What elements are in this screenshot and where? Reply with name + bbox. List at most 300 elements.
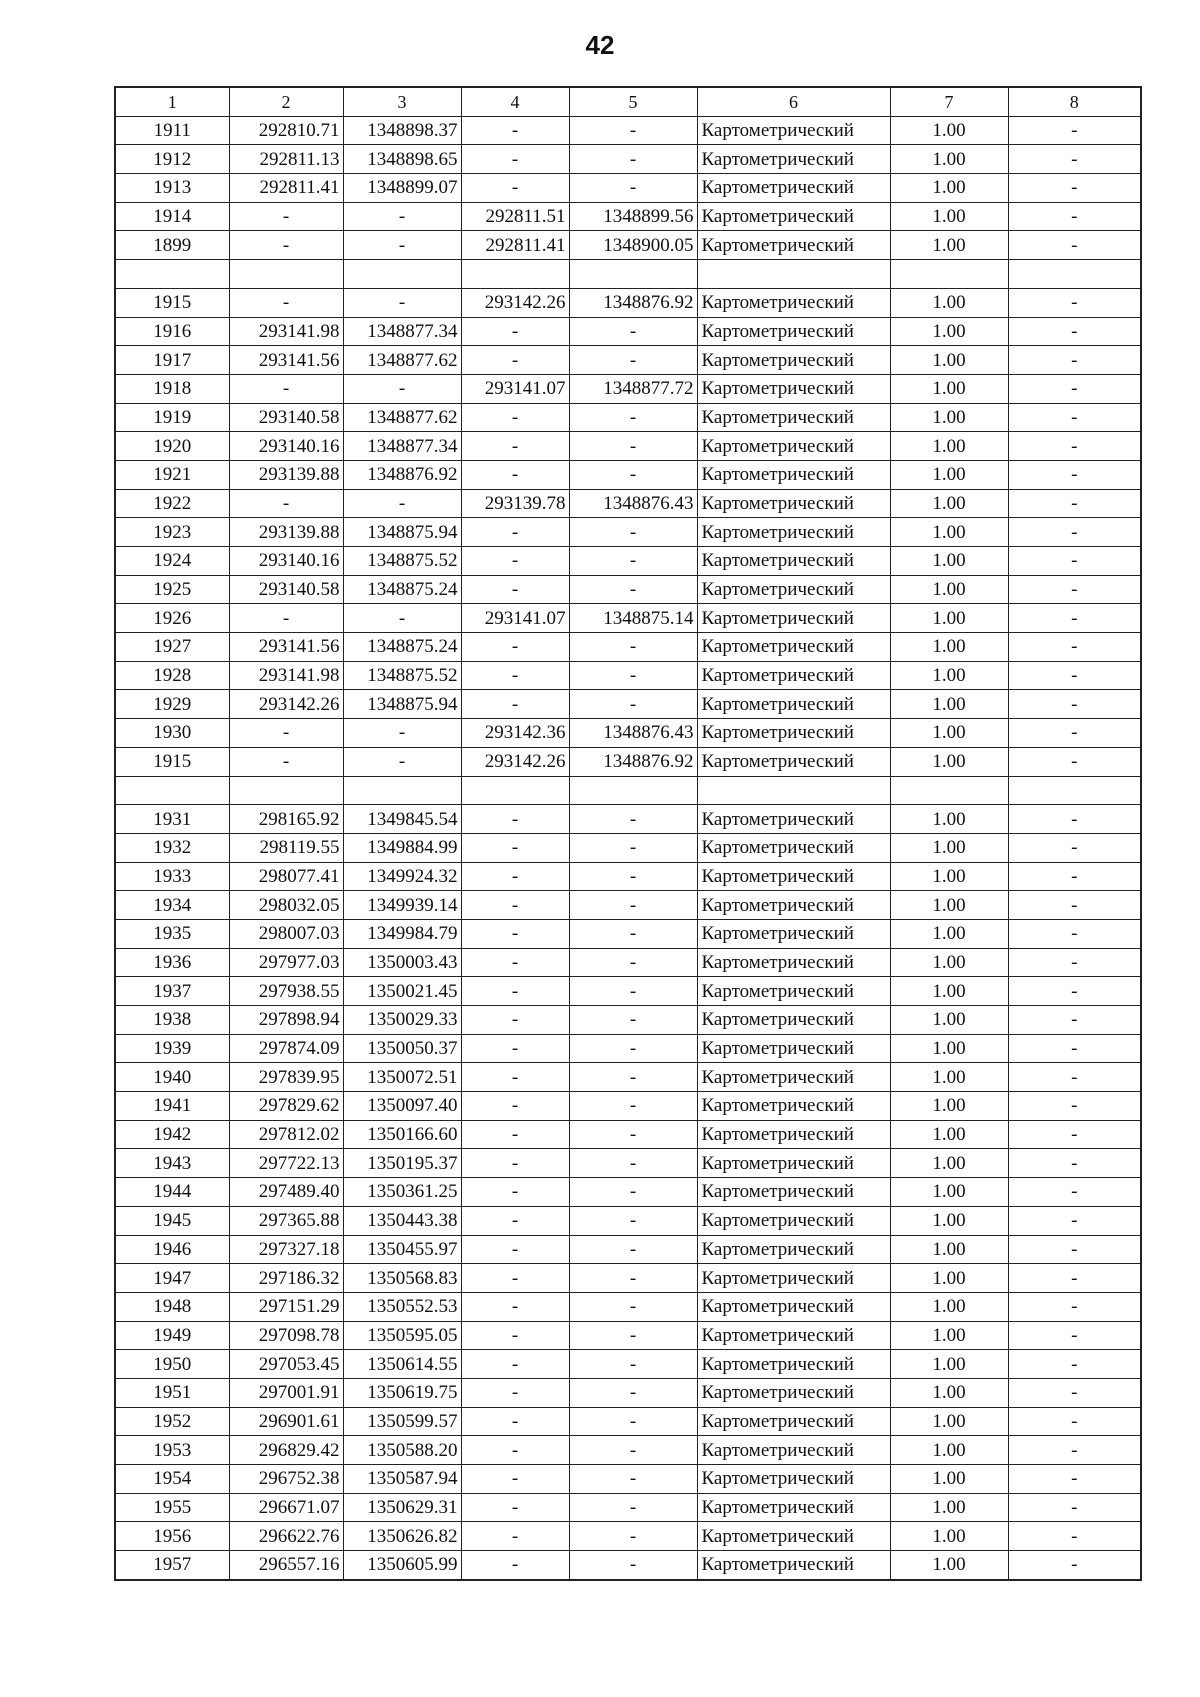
x-alt-coordinate-cell: 293142.36	[461, 719, 569, 748]
x-alt-coordinate-cell: -	[461, 1407, 569, 1436]
y-coordinate-cell	[343, 260, 461, 289]
accuracy-cell: 1.00	[890, 1522, 1008, 1551]
header-cell: 3	[343, 87, 461, 116]
x-coordinate-cell: 298007.03	[229, 919, 343, 948]
table-row	[115, 690, 1141, 719]
point-number-cell: 1949	[115, 1321, 229, 1350]
table-row	[115, 661, 1141, 690]
x-alt-coordinate-cell: -	[461, 891, 569, 920]
x-alt-coordinate-cell: 293141.07	[461, 374, 569, 403]
accuracy-cell: 1.00	[890, 346, 1008, 375]
point-number-cell: 1919	[115, 403, 229, 432]
accuracy-cell: 1.00	[890, 1350, 1008, 1379]
y-alt-coordinate-cell: -	[569, 1522, 697, 1551]
y-alt-coordinate-cell: -	[569, 1063, 697, 1092]
y-coordinate-cell: 1350587.94	[343, 1465, 461, 1494]
y-alt-coordinate-cell: -	[569, 977, 697, 1006]
description-cell: -	[1008, 1350, 1141, 1379]
accuracy-cell: 1.00	[890, 633, 1008, 662]
description-cell: -	[1008, 661, 1141, 690]
x-coordinate-cell: 297829.62	[229, 1092, 343, 1121]
x-alt-coordinate-cell: -	[461, 862, 569, 891]
point-number-cell: 1918	[115, 374, 229, 403]
point-number-cell: 1947	[115, 1264, 229, 1293]
table-row	[115, 202, 1141, 231]
description-cell: -	[1008, 1006, 1141, 1035]
point-number-cell: 1926	[115, 604, 229, 633]
x-coordinate-cell: 298119.55	[229, 833, 343, 862]
x-coordinate-cell: 293139.88	[229, 460, 343, 489]
y-coordinate-cell: 1348875.94	[343, 690, 461, 719]
table-row	[115, 1436, 1141, 1465]
method-cell: Картометрический	[697, 977, 890, 1006]
y-alt-coordinate-cell: -	[569, 575, 697, 604]
description-cell: -	[1008, 1551, 1141, 1580]
x-coordinate-cell: 293141.56	[229, 633, 343, 662]
x-alt-coordinate-cell: -	[461, 633, 569, 662]
method-cell: Картометрический	[697, 432, 890, 461]
y-coordinate-cell: 1350619.75	[343, 1378, 461, 1407]
x-alt-coordinate-cell: -	[461, 1465, 569, 1494]
header-cell: 8	[1008, 87, 1141, 116]
y-alt-coordinate-cell: -	[569, 1493, 697, 1522]
y-coordinate-cell: -	[343, 747, 461, 776]
y-coordinate-cell: 1349924.32	[343, 862, 461, 891]
y-coordinate-cell: -	[343, 604, 461, 633]
accuracy-cell: 1.00	[890, 1436, 1008, 1465]
y-alt-coordinate-cell: 1348875.14	[569, 604, 697, 633]
description-cell: -	[1008, 1120, 1141, 1149]
x-alt-coordinate-cell: -	[461, 1321, 569, 1350]
method-cell: Картометрический	[697, 374, 890, 403]
description-cell: -	[1008, 862, 1141, 891]
accuracy-cell: 1.00	[890, 1178, 1008, 1207]
accuracy-cell: 1.00	[890, 547, 1008, 576]
table-row	[115, 1092, 1141, 1121]
x-coordinate-cell	[229, 776, 343, 805]
accuracy-cell: 1.00	[890, 145, 1008, 174]
x-alt-coordinate-cell: -	[461, 547, 569, 576]
accuracy-cell: 1.00	[890, 1493, 1008, 1522]
accuracy-cell: 1.00	[890, 1235, 1008, 1264]
point-number-cell: 1934	[115, 891, 229, 920]
x-alt-coordinate-cell: -	[461, 1522, 569, 1551]
y-alt-coordinate-cell: -	[569, 690, 697, 719]
x-alt-coordinate-cell: -	[461, 317, 569, 346]
description-cell: -	[1008, 977, 1141, 1006]
table-row	[115, 719, 1141, 748]
method-cell: Картометрический	[697, 948, 890, 977]
y-alt-coordinate-cell: -	[569, 317, 697, 346]
x-alt-coordinate-cell: -	[461, 1149, 569, 1178]
point-number-cell: 1916	[115, 317, 229, 346]
table-row	[115, 1551, 1141, 1580]
x-coordinate-cell: 297053.45	[229, 1350, 343, 1379]
x-alt-coordinate-cell: -	[461, 1493, 569, 1522]
y-alt-coordinate-cell: -	[569, 547, 697, 576]
accuracy-cell: 1.00	[890, 690, 1008, 719]
x-alt-coordinate-cell: 292811.41	[461, 231, 569, 260]
point-number-cell: 1954	[115, 1465, 229, 1494]
method-cell: Картометрический	[697, 1006, 890, 1035]
method-cell: Картометрический	[697, 116, 890, 145]
method-cell: Картометрический	[697, 1034, 890, 1063]
table-row	[115, 518, 1141, 547]
y-coordinate-cell: 1350599.57	[343, 1407, 461, 1436]
accuracy-cell: 1.00	[890, 575, 1008, 604]
table-row	[115, 604, 1141, 633]
accuracy-cell: 1.00	[890, 1378, 1008, 1407]
point-number-cell: 1932	[115, 833, 229, 862]
method-cell: Картометрический	[697, 1436, 890, 1465]
x-coordinate-cell: 297365.88	[229, 1206, 343, 1235]
table-row	[115, 1264, 1141, 1293]
accuracy-cell: 1.00	[890, 862, 1008, 891]
accuracy-cell	[890, 776, 1008, 805]
method-cell: Картометрический	[697, 1063, 890, 1092]
y-alt-coordinate-cell: -	[569, 1034, 697, 1063]
method-cell: Картометрический	[697, 288, 890, 317]
x-coordinate-cell: 293140.58	[229, 575, 343, 604]
accuracy-cell: 1.00	[890, 661, 1008, 690]
point-number-cell	[115, 260, 229, 289]
accuracy-cell: 1.00	[890, 317, 1008, 346]
point-number-cell: 1943	[115, 1149, 229, 1178]
y-alt-coordinate-cell: -	[569, 432, 697, 461]
x-alt-coordinate-cell: -	[461, 948, 569, 977]
description-cell: -	[1008, 1092, 1141, 1121]
y-alt-coordinate-cell: -	[569, 661, 697, 690]
y-coordinate-cell: 1348875.52	[343, 661, 461, 690]
x-coordinate-cell: 293141.98	[229, 661, 343, 690]
description-cell: -	[1008, 805, 1141, 834]
table-header-row	[115, 87, 1141, 116]
y-coordinate-cell: 1348898.37	[343, 116, 461, 145]
y-alt-coordinate-cell: -	[569, 633, 697, 662]
x-alt-coordinate-cell: -	[461, 833, 569, 862]
point-number-cell: 1899	[115, 231, 229, 260]
description-cell: -	[1008, 202, 1141, 231]
y-coordinate-cell: -	[343, 719, 461, 748]
table-row	[115, 776, 1141, 805]
accuracy-cell: 1.00	[890, 1006, 1008, 1035]
method-cell: Картометрический	[697, 833, 890, 862]
y-alt-coordinate-cell	[569, 260, 697, 289]
y-coordinate-cell: 1350003.43	[343, 948, 461, 977]
coordinates-table	[114, 86, 1142, 1581]
table-row	[115, 346, 1141, 375]
y-coordinate-cell: 1350629.31	[343, 1493, 461, 1522]
description-cell: -	[1008, 833, 1141, 862]
x-alt-coordinate-cell: 293142.26	[461, 288, 569, 317]
method-cell: Картометрический	[697, 547, 890, 576]
accuracy-cell: 1.00	[890, 833, 1008, 862]
point-number-cell: 1946	[115, 1235, 229, 1264]
point-number-cell: 1944	[115, 1178, 229, 1207]
x-coordinate-cell: 296622.76	[229, 1522, 343, 1551]
x-coordinate-cell: 293140.16	[229, 547, 343, 576]
description-cell: -	[1008, 403, 1141, 432]
x-coordinate-cell: 297489.40	[229, 1178, 343, 1207]
point-number-cell: 1930	[115, 719, 229, 748]
x-alt-coordinate-cell: -	[461, 1034, 569, 1063]
point-number-cell: 1945	[115, 1206, 229, 1235]
x-coordinate-cell: -	[229, 747, 343, 776]
method-cell: Картометрический	[697, 1350, 890, 1379]
table-row	[115, 747, 1141, 776]
y-coordinate-cell: 1349845.54	[343, 805, 461, 834]
method-cell: Картометрический	[697, 805, 890, 834]
method-cell: Картометрический	[697, 518, 890, 547]
x-coordinate-cell: 292810.71	[229, 116, 343, 145]
y-alt-coordinate-cell: -	[569, 948, 697, 977]
description-cell: -	[1008, 1178, 1141, 1207]
method-cell: Картометрический	[697, 1235, 890, 1264]
point-number-cell: 1955	[115, 1493, 229, 1522]
accuracy-cell: 1.00	[890, 489, 1008, 518]
accuracy-cell: 1.00	[890, 460, 1008, 489]
x-alt-coordinate-cell: -	[461, 116, 569, 145]
method-cell: Картометрический	[697, 1178, 890, 1207]
point-number-cell: 1939	[115, 1034, 229, 1063]
x-coordinate-cell: -	[229, 288, 343, 317]
description-cell: -	[1008, 1378, 1141, 1407]
x-coordinate-cell: -	[229, 374, 343, 403]
x-alt-coordinate-cell: 292811.51	[461, 202, 569, 231]
x-alt-coordinate-cell: -	[461, 805, 569, 834]
y-alt-coordinate-cell: -	[569, 1120, 697, 1149]
y-alt-coordinate-cell: -	[569, 1264, 697, 1293]
description-cell: -	[1008, 604, 1141, 633]
method-cell	[697, 776, 890, 805]
point-number-cell: 1931	[115, 805, 229, 834]
x-alt-coordinate-cell: -	[461, 460, 569, 489]
table-row	[115, 1120, 1141, 1149]
table-row	[115, 489, 1141, 518]
y-coordinate-cell: 1348876.92	[343, 460, 461, 489]
x-coordinate-cell: 296829.42	[229, 1436, 343, 1465]
table-row	[115, 805, 1141, 834]
x-alt-coordinate-cell: -	[461, 1178, 569, 1207]
x-alt-coordinate-cell: -	[461, 1551, 569, 1580]
description-cell: -	[1008, 747, 1141, 776]
point-number-cell: 1925	[115, 575, 229, 604]
y-alt-coordinate-cell: -	[569, 518, 697, 547]
table-row	[115, 288, 1141, 317]
x-coordinate-cell: 298077.41	[229, 862, 343, 891]
x-coordinate-cell: 293141.98	[229, 317, 343, 346]
description-cell: -	[1008, 1436, 1141, 1465]
x-coordinate-cell: -	[229, 202, 343, 231]
accuracy-cell: 1.00	[890, 1120, 1008, 1149]
method-cell: Картометрический	[697, 174, 890, 203]
x-alt-coordinate-cell: 293139.78	[461, 489, 569, 518]
y-alt-coordinate-cell: -	[569, 1350, 697, 1379]
table-row	[115, 403, 1141, 432]
description-cell: -	[1008, 1264, 1141, 1293]
x-coordinate-cell: 292811.41	[229, 174, 343, 203]
y-coordinate-cell: 1350568.83	[343, 1264, 461, 1293]
description-cell: -	[1008, 948, 1141, 977]
description-cell: -	[1008, 547, 1141, 576]
accuracy-cell: 1.00	[890, 1092, 1008, 1121]
description-cell: -	[1008, 575, 1141, 604]
table-row	[115, 1063, 1141, 1092]
y-coordinate-cell: 1349939.14	[343, 891, 461, 920]
y-coordinate-cell: 1348875.24	[343, 575, 461, 604]
y-alt-coordinate-cell: -	[569, 891, 697, 920]
y-coordinate-cell: 1350588.20	[343, 1436, 461, 1465]
accuracy-cell: 1.00	[890, 374, 1008, 403]
header-cell: 2	[229, 87, 343, 116]
x-coordinate-cell: 292811.13	[229, 145, 343, 174]
y-coordinate-cell: 1350050.37	[343, 1034, 461, 1063]
y-coordinate-cell: 1348877.34	[343, 432, 461, 461]
y-alt-coordinate-cell: 1348876.43	[569, 489, 697, 518]
accuracy-cell: 1.00	[890, 432, 1008, 461]
accuracy-cell: 1.00	[890, 518, 1008, 547]
method-cell: Картометрический	[697, 633, 890, 662]
description-cell: -	[1008, 1493, 1141, 1522]
y-alt-coordinate-cell: 1348876.43	[569, 719, 697, 748]
description-cell: -	[1008, 346, 1141, 375]
table-row	[115, 1321, 1141, 1350]
accuracy-cell: 1.00	[890, 1321, 1008, 1350]
method-cell: Картометрический	[697, 1321, 890, 1350]
x-alt-coordinate-cell: -	[461, 518, 569, 547]
x-coordinate-cell: 297938.55	[229, 977, 343, 1006]
x-coordinate-cell: 296752.38	[229, 1465, 343, 1494]
description-cell: -	[1008, 317, 1141, 346]
table-row	[115, 919, 1141, 948]
y-coordinate-cell: 1348877.62	[343, 403, 461, 432]
x-coordinate-cell: -	[229, 231, 343, 260]
y-coordinate-cell: 1350552.53	[343, 1292, 461, 1321]
x-coordinate-cell: 298165.92	[229, 805, 343, 834]
header-cell: 1	[115, 87, 229, 116]
point-number-cell: 1941	[115, 1092, 229, 1121]
y-alt-coordinate-cell: 1348900.05	[569, 231, 697, 260]
description-cell: -	[1008, 518, 1141, 547]
point-number-cell: 1936	[115, 948, 229, 977]
y-coordinate-cell: 1350029.33	[343, 1006, 461, 1035]
x-coordinate-cell: 293142.26	[229, 690, 343, 719]
description-cell: -	[1008, 1235, 1141, 1264]
accuracy-cell: 1.00	[890, 1063, 1008, 1092]
description-cell: -	[1008, 919, 1141, 948]
y-alt-coordinate-cell: -	[569, 1407, 697, 1436]
method-cell: Картометрический	[697, 317, 890, 346]
table-row	[115, 633, 1141, 662]
point-number-cell: 1937	[115, 977, 229, 1006]
table-row	[115, 1378, 1141, 1407]
x-coordinate-cell: 297151.29	[229, 1292, 343, 1321]
x-coordinate-cell: 297839.95	[229, 1063, 343, 1092]
y-alt-coordinate-cell: 1348899.56	[569, 202, 697, 231]
accuracy-cell: 1.00	[890, 1292, 1008, 1321]
y-coordinate-cell: 1349984.79	[343, 919, 461, 948]
point-number-cell: 1912	[115, 145, 229, 174]
description-cell: -	[1008, 116, 1141, 145]
description-cell: -	[1008, 489, 1141, 518]
x-alt-coordinate-cell: 293142.26	[461, 747, 569, 776]
x-alt-coordinate-cell: -	[461, 432, 569, 461]
y-alt-coordinate-cell: -	[569, 1465, 697, 1494]
y-alt-coordinate-cell	[569, 776, 697, 805]
method-cell: Картометрический	[697, 891, 890, 920]
x-coordinate-cell: 293139.88	[229, 518, 343, 547]
y-coordinate-cell: 1350166.60	[343, 1120, 461, 1149]
description-cell: -	[1008, 1522, 1141, 1551]
table-row	[115, 432, 1141, 461]
accuracy-cell: 1.00	[890, 202, 1008, 231]
x-coordinate-cell: 297098.78	[229, 1321, 343, 1350]
accuracy-cell: 1.00	[890, 403, 1008, 432]
method-cell: Картометрический	[697, 1465, 890, 1494]
table-row	[115, 460, 1141, 489]
point-number-cell: 1933	[115, 862, 229, 891]
point-number-cell: 1924	[115, 547, 229, 576]
table-row	[115, 1493, 1141, 1522]
y-alt-coordinate-cell: -	[569, 1235, 697, 1264]
point-number-cell: 1915	[115, 288, 229, 317]
method-cell: Картометрический	[697, 604, 890, 633]
method-cell: Картометрический	[697, 661, 890, 690]
method-cell: Картометрический	[697, 862, 890, 891]
x-alt-coordinate-cell: -	[461, 1378, 569, 1407]
y-coordinate-cell: 1350361.25	[343, 1178, 461, 1207]
x-alt-coordinate-cell: -	[461, 1006, 569, 1035]
y-alt-coordinate-cell: 1348876.92	[569, 288, 697, 317]
y-coordinate-cell: 1350072.51	[343, 1063, 461, 1092]
method-cell: Картометрический	[697, 1149, 890, 1178]
description-cell: -	[1008, 432, 1141, 461]
y-alt-coordinate-cell: -	[569, 833, 697, 862]
method-cell: Картометрический	[697, 1493, 890, 1522]
description-cell: -	[1008, 1292, 1141, 1321]
y-alt-coordinate-cell: -	[569, 174, 697, 203]
x-alt-coordinate-cell: -	[461, 174, 569, 203]
y-coordinate-cell: 1350626.82	[343, 1522, 461, 1551]
y-coordinate-cell: 1348875.52	[343, 547, 461, 576]
accuracy-cell: 1.00	[890, 891, 1008, 920]
y-coordinate-cell: -	[343, 374, 461, 403]
y-alt-coordinate-cell: -	[569, 460, 697, 489]
accuracy-cell: 1.00	[890, 747, 1008, 776]
y-coordinate-cell: 1348877.34	[343, 317, 461, 346]
method-cell: Картометрический	[697, 919, 890, 948]
y-coordinate-cell: -	[343, 288, 461, 317]
description-cell: -	[1008, 1063, 1141, 1092]
accuracy-cell: 1.00	[890, 1264, 1008, 1293]
x-alt-coordinate-cell: -	[461, 1206, 569, 1235]
x-coordinate-cell: 297874.09	[229, 1034, 343, 1063]
table-row	[115, 833, 1141, 862]
y-coordinate-cell: 1350097.40	[343, 1092, 461, 1121]
point-number-cell: 1920	[115, 432, 229, 461]
point-number-cell: 1957	[115, 1551, 229, 1580]
method-cell: Картометрический	[697, 403, 890, 432]
x-coordinate-cell: 293140.16	[229, 432, 343, 461]
accuracy-cell: 1.00	[890, 1465, 1008, 1494]
x-coordinate-cell: -	[229, 604, 343, 633]
table-row	[115, 231, 1141, 260]
y-alt-coordinate-cell: -	[569, 403, 697, 432]
x-alt-coordinate-cell: -	[461, 1120, 569, 1149]
y-coordinate-cell: 1350455.97	[343, 1235, 461, 1264]
description-cell: -	[1008, 1465, 1141, 1494]
table-row	[115, 547, 1141, 576]
